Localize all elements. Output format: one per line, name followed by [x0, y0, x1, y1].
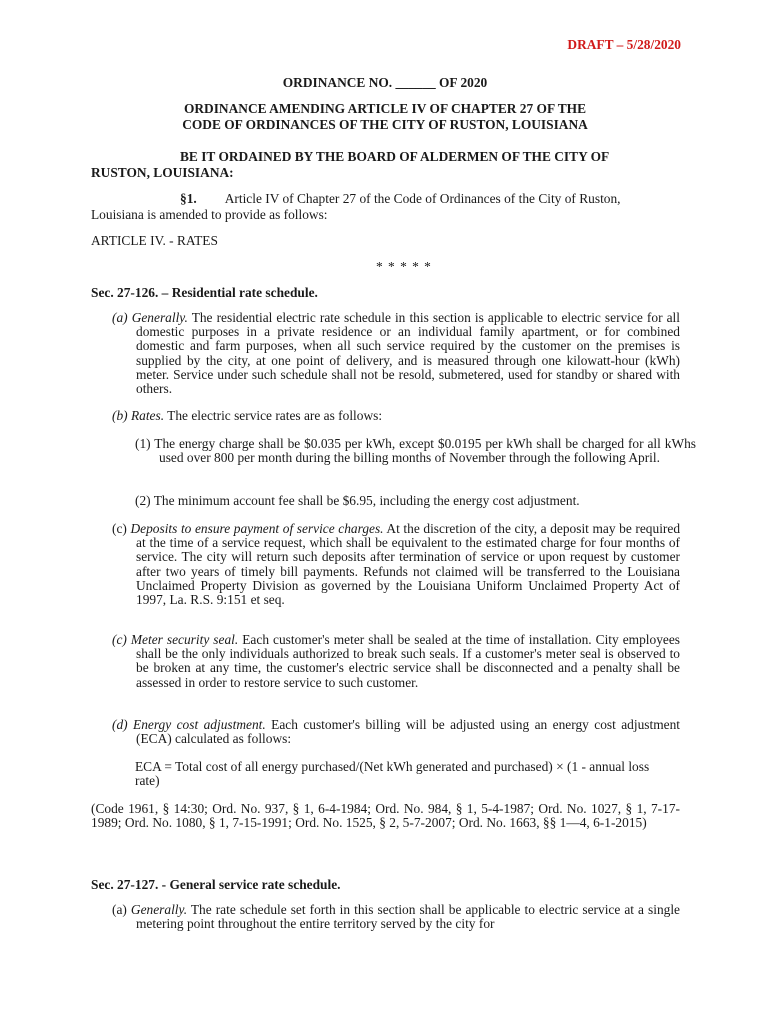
article-heading: ARTICLE IV. - RATES	[91, 233, 218, 248]
sec127-a-paragraph	[112, 903, 680, 931]
ordinance-number: ORDINANCE NO. ______ OF 2020	[282, 75, 488, 90]
sec126-c2-paragraph	[112, 633, 680, 690]
sec127-a-text: The rate schedule set forth in this section shall be applicable to electric service at a single metering point throughout the entire territory served by the city for	[136, 902, 680, 932]
sec126-b-label: (b) Rates.	[112, 408, 165, 423]
sec126-d-paragraph	[112, 718, 680, 746]
history-note: (Code 1961, § 14:30; Ord. No. 937, § 1, 6-4-1984; Ord. No. 984, § 1, 5-4-1987; Ord. No. 1027, § 1, 7-17-1989; Ord. No. 1080, § 1, 7-15-1991; Ord. No. 1525, § 2, 5-7-2007; Ord. No. 1663, §§ 1—4, 6-1-2015)	[91, 801, 680, 831]
section1-line1	[180, 192, 675, 206]
sec126-heading: Sec. 27-126. – Residential rate schedule.	[91, 285, 318, 300]
section1-line2: Louisiana is amended to provide as follows:	[91, 207, 328, 222]
ordinance-title-line2: CODE OF ORDINANCES OF THE CITY OF RUSTON, LOUISIANA	[182, 117, 588, 132]
section-break-asterisks: * * * * *	[376, 259, 432, 274]
sec126-b-text: The electric service rates are as follows:	[167, 408, 383, 423]
sec126-a-paragraph	[112, 311, 680, 396]
section1-label: §1.	[180, 191, 197, 206]
sec127-a-prefix: (a)	[112, 902, 127, 917]
section1-text1: Article IV of Chapter 27 of the Code of Ordinances of the City of Ruston,	[224, 191, 621, 206]
sec126-d-text: Each customer's billing will be adjusted using an energy cost adjustment (ECA) calculated as follows:	[136, 717, 680, 747]
sec126-c1-label: Deposits to ensure payment of service charges.	[130, 521, 384, 536]
ordain-line1: BE IT ORDAINED BY THE BOARD OF ALDERMEN OF THE CITY OF	[180, 149, 610, 164]
sec126-c1-text: At the discretion of the city, a deposit may be required at the time of a service request, which shall be equivalent to the estimated charge for four months of service. The city will return such deposits after termination of service or upon request by customer after two years of timely bill payments. Refunds not claimed will be transferred to the Louisiana Unclaimed Property Division as governed by the Louisiana Uniform Unclaimed Property Act of 1997, La. R.S. 9:151 et seq.	[136, 521, 681, 608]
eca-formula: ECA = Total cost of all energy purchased/(Net kWh generated and purchased) × (1 - annual loss rate)	[135, 759, 650, 789]
draft-label: DRAFT – 5/28/2020	[567, 37, 681, 52]
sec126-b2-item: (2) The minimum account fee shall be $6.95, including the energy cost adjustment.	[135, 493, 580, 508]
sec126-d-label: (d) Energy cost adjustment.	[112, 717, 266, 732]
sec126-b-paragraph	[112, 409, 680, 423]
sec126-c2-label: (c) Meter security seal.	[112, 632, 239, 647]
sec126-b1-item: (1) The energy charge shall be $0.035 per kWh, except $0.0195 per kWh shall be charged for all kWhs used over 800 per month during the billing months of November through the following April.	[135, 436, 696, 466]
sec126-c1-paragraph	[112, 522, 680, 607]
sec127-heading: Sec. 27-127. - General service rate schedule.	[91, 877, 341, 892]
sec126-c1-prefix: (c)	[112, 521, 127, 536]
ordain-line2: RUSTON, LOUISIANA:	[91, 165, 234, 180]
sec126-c2-text: Each customer's meter shall be sealed at the time of installation. City employees shall be the only individuals authorized to break such seals. If a customer's meter seal is observed to be broken at any time, the customer's electric service shall be disconnected and a penalty shall be assessed in order to restore service to such customer.	[136, 632, 681, 690]
ordinance-title-line1: ORDINANCE AMENDING ARTICLE IV OF CHAPTER 27 OF THE	[183, 101, 587, 116]
sec126-a-text: The residential electric rate schedule in this section is applicable to electric service for all domestic purposes in a private residence or an individual family apartment, or for combined domestic and farm purposes, when all such service required by the customer on the premises is supplied by the city, at one point of delivery, and is measured through one kilowatt-hour (kWh) meter. Service under such schedule shall not be resold, submetered, used for standby or shared with others.	[136, 310, 680, 397]
sec127-a-label: Generally.	[130, 902, 188, 917]
sec126-a-label: (a) Generally.	[112, 310, 188, 325]
